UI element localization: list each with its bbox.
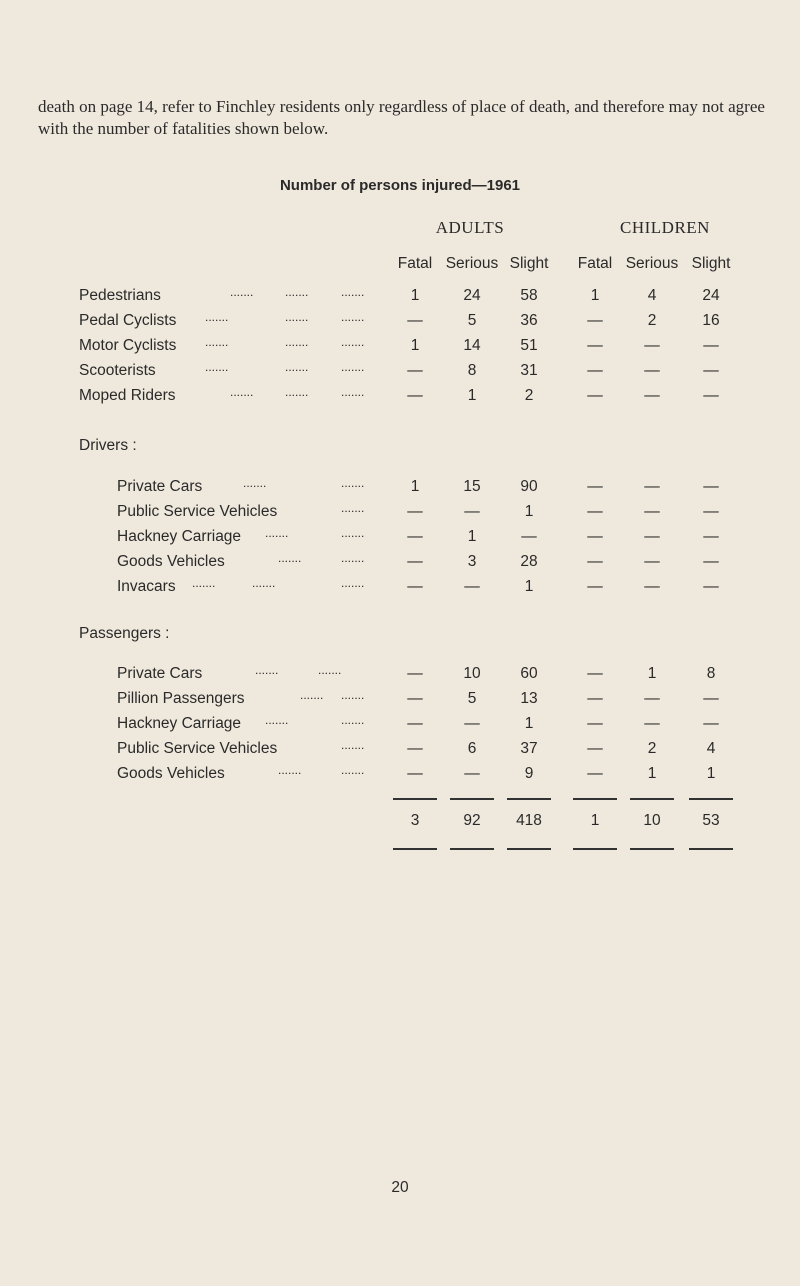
table-cell: —: [587, 362, 603, 379]
table-cell: 9: [524, 765, 534, 782]
table-cell: 3: [467, 553, 477, 570]
row-label: Pillion Passengers: [117, 690, 245, 707]
table-row: [0, 553, 800, 575]
total-rule: [689, 848, 733, 850]
leader-dots: .......: [278, 551, 302, 565]
table-cell: —: [703, 337, 719, 354]
table-row: [0, 387, 800, 409]
leader-dots: .......: [341, 476, 365, 490]
table-cell: 13: [520, 690, 538, 707]
leader-dots: .......: [285, 310, 309, 324]
table-cell: —: [407, 503, 423, 520]
table-cell: —: [644, 337, 660, 354]
table-cell: 31: [520, 362, 538, 379]
totals-row: [0, 812, 800, 834]
row-label: Scooterists: [79, 362, 156, 379]
table-cell: —: [587, 528, 603, 545]
table-cell: —: [703, 478, 719, 495]
table-cell: 28: [520, 553, 538, 570]
leader-dots: .......: [285, 360, 309, 374]
table-cell: 5: [467, 312, 477, 329]
table-cell: —: [587, 387, 603, 404]
leader-dots: .......: [341, 738, 365, 752]
table-row: [0, 312, 800, 334]
table-cell: —: [703, 578, 719, 595]
table-cell: —: [464, 503, 480, 520]
row-label: Hackney Carriage: [117, 528, 242, 545]
table-cell: —: [703, 387, 719, 404]
table-cell: 15: [463, 478, 481, 495]
total-rule: [630, 848, 674, 850]
table-cell: 4: [706, 740, 716, 757]
table-cell: —: [407, 690, 423, 707]
leader-dots: .......: [341, 551, 365, 565]
table-cell: —: [644, 690, 660, 707]
table-cell: —: [587, 740, 603, 757]
table-cell: —: [587, 312, 603, 329]
table-cell: 14: [463, 337, 481, 354]
table-cell: 1: [467, 387, 477, 404]
table-cell: —: [587, 553, 603, 570]
table-row: [0, 478, 800, 500]
table-row: [0, 362, 800, 384]
total-cell: 3: [410, 812, 420, 829]
table-cell: —: [644, 503, 660, 520]
table-cell: —: [407, 553, 423, 570]
col-header-adult-slight: Slight: [509, 255, 549, 272]
leader-dots: .......: [265, 713, 289, 727]
table-cell: 1: [410, 337, 420, 354]
table-title: Number of persons injured—1961: [279, 177, 521, 194]
table-row: [0, 715, 800, 737]
leader-dots: .......: [341, 285, 365, 299]
total-rule: [689, 798, 733, 800]
table-cell: —: [644, 553, 660, 570]
table-cell: —: [407, 765, 423, 782]
table-cell: —: [703, 690, 719, 707]
row-label: Pedal Cyclists: [79, 312, 177, 329]
table-row: [0, 503, 800, 525]
table-cell: 1: [647, 765, 657, 782]
table-cell: —: [407, 665, 423, 682]
table-cell: —: [464, 578, 480, 595]
table-cell: 24: [702, 287, 720, 304]
leader-dots: .......: [230, 385, 254, 399]
table-cell: —: [407, 740, 423, 757]
col-header-child-serious: Serious: [625, 255, 679, 272]
total-rule: [450, 848, 494, 850]
table-cell: 2: [647, 740, 657, 757]
leader-dots: .......: [341, 763, 365, 777]
table-row: [0, 665, 800, 687]
leader-dots: .......: [278, 763, 302, 777]
leader-dots: .......: [341, 310, 365, 324]
table-cell: —: [703, 503, 719, 520]
leader-dots: .......: [341, 576, 365, 590]
leader-dots: .......: [318, 663, 342, 677]
row-label: Hackney Carriage: [117, 715, 242, 732]
col-header-adult-fatal: Fatal: [397, 255, 433, 272]
leader-dots: .......: [285, 285, 309, 299]
table-cell: —: [587, 478, 603, 495]
table-cell: 1: [647, 665, 657, 682]
leader-dots: .......: [205, 335, 229, 349]
leader-dots: .......: [205, 310, 229, 324]
table-cell: 1: [467, 528, 477, 545]
table-cell: —: [464, 715, 480, 732]
table-cell: —: [644, 528, 660, 545]
table-row: [0, 287, 800, 309]
table-cell: —: [587, 503, 603, 520]
table-cell: —: [407, 312, 423, 329]
total-rule: [507, 798, 551, 800]
intro-paragraph: death on page 14, refer to Finchley residents only regardless of place of death, and therefore may not agree with the number of fatalities shown below.: [38, 97, 765, 138]
leader-dots: .......: [341, 526, 365, 540]
leader-dots: .......: [341, 501, 365, 515]
row-label: Public Service Vehicles: [117, 740, 278, 757]
row-label: Moped Riders: [79, 387, 176, 404]
table-row: [0, 337, 800, 359]
table-cell: —: [587, 690, 603, 707]
row-label: Goods Vehicles: [117, 765, 225, 782]
table-cell: —: [644, 478, 660, 495]
leader-dots: .......: [230, 285, 254, 299]
row-label: Goods Vehicles: [117, 553, 225, 570]
table-cell: —: [464, 765, 480, 782]
table-cell: 2: [524, 387, 534, 404]
table-row: [0, 528, 800, 550]
table-row: [0, 765, 800, 787]
leader-dots: .......: [205, 360, 229, 374]
table-row: [0, 740, 800, 762]
row-label: Pedestrians: [79, 287, 161, 304]
table-cell: —: [407, 715, 423, 732]
leader-dots: .......: [285, 335, 309, 349]
table-cell: —: [644, 715, 660, 732]
row-label: Motor Cyclists: [79, 337, 177, 354]
table-cell: 60: [520, 665, 538, 682]
row-label: Private Cars: [117, 665, 203, 682]
table-cell: 2: [647, 312, 657, 329]
table-cell: —: [587, 715, 603, 732]
table-cell: 5: [467, 690, 477, 707]
row-label: Invacars: [117, 578, 176, 595]
table-cell: —: [407, 362, 423, 379]
table-cell: 8: [706, 665, 716, 682]
row-label: Public Service Vehicles: [117, 503, 278, 520]
leader-dots: .......: [255, 663, 279, 677]
table-cell: 58: [520, 287, 538, 304]
total-cell: 418: [516, 812, 542, 829]
leader-dots: .......: [300, 688, 324, 702]
table-cell: —: [703, 715, 719, 732]
table-cell: 37: [520, 740, 538, 757]
total-rule: [573, 848, 617, 850]
table-cell: 1: [524, 503, 534, 520]
page-number: 20: [391, 1179, 409, 1196]
col-header-child-slight: Slight: [691, 255, 731, 272]
table-cell: —: [644, 362, 660, 379]
table-cell: 24: [463, 287, 481, 304]
table-cell: 6: [467, 740, 477, 757]
total-cell: 92: [463, 812, 481, 829]
leader-dots: .......: [341, 360, 365, 374]
total-rule: [393, 848, 437, 850]
leader-dots: .......: [243, 476, 267, 490]
leader-dots: .......: [341, 713, 365, 727]
leader-dots: .......: [341, 688, 365, 702]
total-rule: [630, 798, 674, 800]
table-cell: —: [407, 528, 423, 545]
leader-dots: .......: [341, 385, 365, 399]
table-cell: —: [407, 387, 423, 404]
total-cell: 10: [643, 812, 661, 829]
table-cell: —: [644, 387, 660, 404]
col-header-adult-serious: Serious: [445, 255, 499, 272]
total-cell: 53: [702, 812, 720, 829]
table-cell: 1: [590, 287, 600, 304]
table-cell: —: [703, 553, 719, 570]
table-cell: 36: [520, 312, 538, 329]
table-cell: 10: [463, 665, 481, 682]
col-header-child-fatal: Fatal: [577, 255, 613, 272]
table-cell: —: [521, 528, 537, 545]
table-cell: 90: [520, 478, 538, 495]
leader-dots: .......: [285, 385, 309, 399]
table-cell: 1: [410, 478, 420, 495]
table-cell: 8: [467, 362, 477, 379]
table-cell: —: [587, 337, 603, 354]
passengers-heading: Passengers :: [79, 625, 170, 642]
leader-dots: .......: [265, 526, 289, 540]
leader-dots: .......: [192, 576, 216, 590]
table-row: [0, 578, 800, 600]
table-cell: —: [407, 578, 423, 595]
total-rule: [393, 798, 437, 800]
total-rule: [450, 798, 494, 800]
table-cell: 4: [647, 287, 657, 304]
leader-dots: .......: [252, 576, 276, 590]
drivers-heading: Drivers :: [79, 437, 137, 454]
table-cell: 1: [410, 287, 420, 304]
table-cell: —: [587, 578, 603, 595]
table-cell: 1: [524, 578, 534, 595]
table-cell: 51: [520, 337, 538, 354]
leader-dots: .......: [341, 335, 365, 349]
table-cell: —: [644, 578, 660, 595]
group-header-adults: ADULTS: [435, 218, 505, 237]
group-header-children: CHILDREN: [620, 218, 710, 237]
row-label: Private Cars: [117, 478, 203, 495]
table-cell: —: [587, 665, 603, 682]
table-cell: —: [587, 765, 603, 782]
total-rule: [573, 798, 617, 800]
table-cell: 16: [702, 312, 720, 329]
table-cell: —: [703, 362, 719, 379]
table-cell: 1: [706, 765, 716, 782]
total-cell: 1: [590, 812, 600, 829]
total-rule: [507, 848, 551, 850]
table-row: [0, 690, 800, 712]
table-cell: —: [703, 528, 719, 545]
table-cell: 1: [524, 715, 534, 732]
